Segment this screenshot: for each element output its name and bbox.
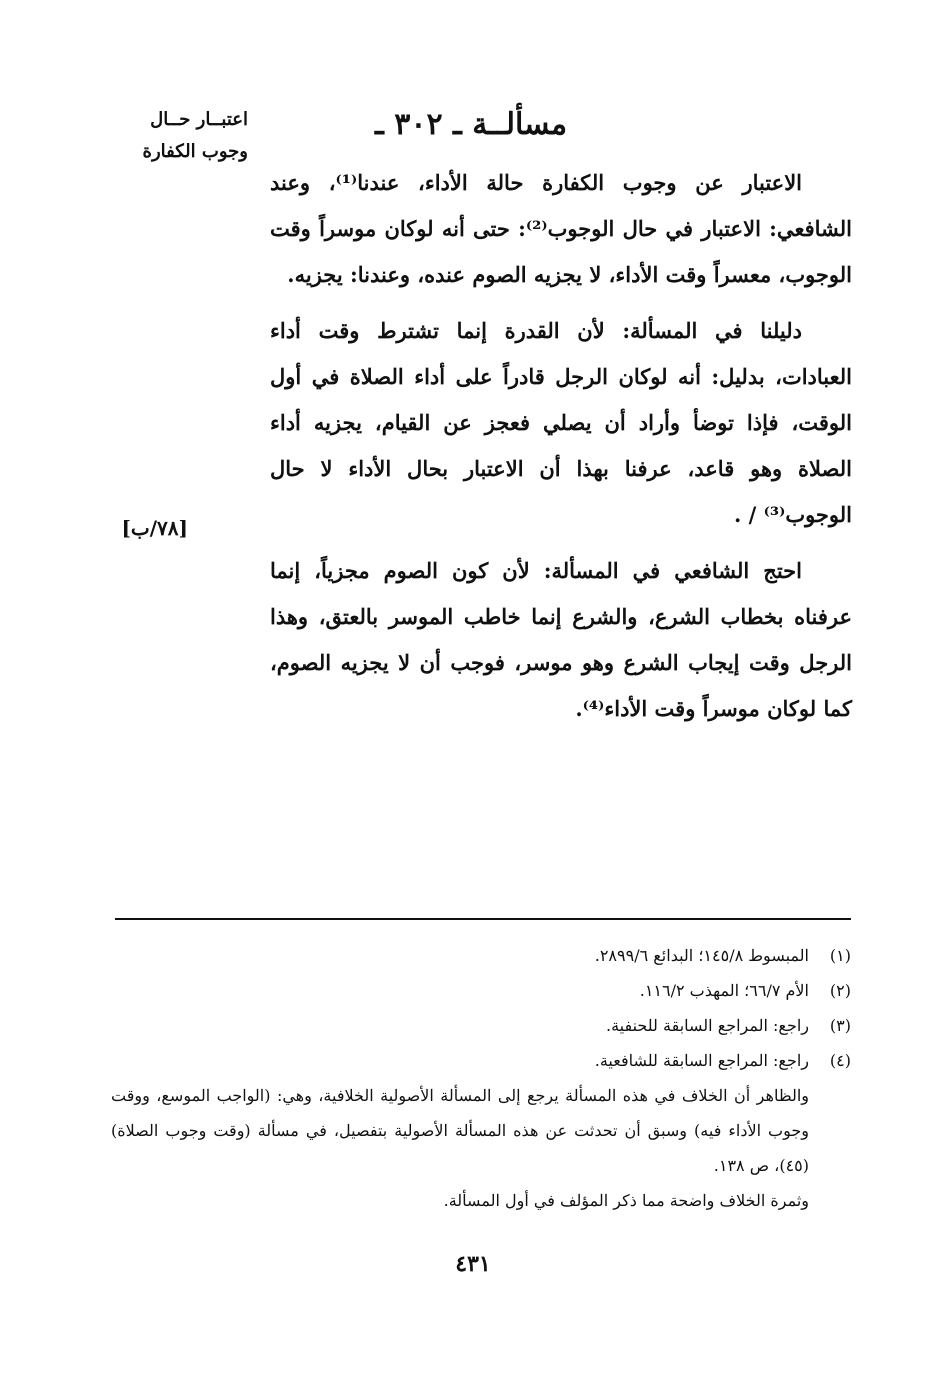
paragraph: احتج الشافعي في المسألة: لأن كون الصوم مجزياً، إنما عرفناه بخطاب الشرع، والشرع إنما خاطب الموسر بالعتق، وهذا الرجل وقت إيجاب الشرع وهو موسر، فوجب أن لا يجزيه الصوم، كما لوكان موسراً وقت الأداء⁽⁴⁾. [270,558,852,721]
margin-note-line-2: وجوب الكفارة [142,141,248,162]
main-text [270,160,852,742]
issue-title: مسألــة ـ ٣٠٢ ـ [374,107,568,142]
paragraph: دليلنا في المسألة: لأن القدرة إنما تشترط وقت أداء العبادات، بدليل: أنه لوكان الرجل قادراً على أداء الصلاة في أول الوقت، فإذا توضأ وأراد أن يصلي فعجز عن القيام، يجزيه أداء الصلاة وهو قاعد، عرفنا بهذا أن الاعتبار بحال الأداء لا حال الوجوب⁽³⁾ / . [270,318,852,527]
footnote-item [111,973,851,1008]
footnote-text: الأم ٦٦/٧؛ المهذب ١١٦/٢. [639,981,809,1000]
footnote-item [111,1043,851,1078]
page-number: ٤٣١ [455,1251,491,1277]
footnote-text: المبسوط ١٤٥/٨؛ البدائع ٢٨٩٩/٦. [594,946,809,965]
footnote-divider [115,918,851,920]
footnote-extra-paragraph: والظاهر أن الخلاف في هذه المسألة يرجع إلى المسألة الأصولية الخلافية، وهي: (الواجب الموسع، ووقت وجوب الأداء فيه) وسبق أن تحدثت عن هذه المسألة الأصولية بتفصيل، في مسألة (وقت وجوب الصلاة) (٤٥)، ص ١٣٨. [111,1086,809,1175]
footnotes [111,938,851,1218]
footnote-continuation [111,1078,851,1218]
paragraph: الاعتبار عن وجوب الكفارة حالة الأداء، عندنا⁽¹⁾، وعند الشافعي: الاعتبار في حال الوجوب⁽²⁾: حتى أنه لوكان موسراً وقت الوجوب، معسراً وقت الأداء، لا يجزيه الصوم عنده، وعندنا: يجزيه. [270,170,852,287]
footnote-number: (٣) [829,1016,851,1035]
footnote-number: (٤) [829,1051,851,1070]
footnote-number: (١) [829,946,851,965]
footnote-text: راجع: المراجع السابقة للشافعية. [594,1051,809,1070]
footnote-text: راجع: المراجع السابقة للحنفية. [606,1016,809,1035]
manuscript-folio-mark: [٧٨/ب] [121,516,188,540]
margin-topic-note [98,104,248,168]
margin-note-line-1: اعتبــار حــال [150,109,248,130]
footnote-extra-paragraph: وثمرة الخلاف واضحة مما ذكر المؤلف في أول المسألة. [443,1191,809,1210]
footnote-number: (٢) [829,981,851,1000]
footnote-item [111,938,851,973]
footnote-item [111,1008,851,1043]
